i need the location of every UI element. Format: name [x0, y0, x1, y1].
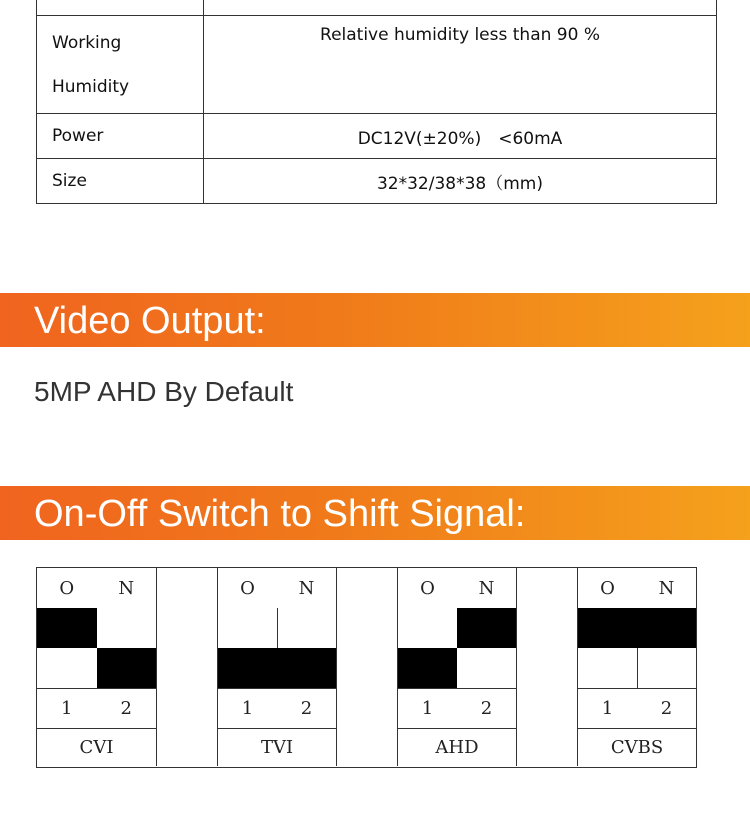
spec-row-temperature — [37, 0, 717, 16]
switch-1-block — [218, 608, 277, 648]
switch-2-block — [637, 648, 697, 688]
on-label-o: O — [240, 577, 255, 599]
switch-block-filled — [218, 648, 336, 688]
switch-number-row — [578, 688, 696, 729]
switch-2-block — [97, 608, 157, 648]
spec-row-size — [37, 159, 717, 204]
switch-number-2: 2 — [300, 697, 313, 719]
spec-label: Size — [37, 159, 204, 204]
switch-number-1: 1 — [61, 697, 73, 719]
switch-2-block — [277, 608, 337, 648]
on-label-row — [218, 568, 336, 609]
dip-unit-cvbs — [577, 568, 696, 766]
switch-1-block — [37, 648, 97, 688]
spec-value: DC12V(±20%) <60mA — [204, 114, 717, 159]
on-label-row — [398, 568, 516, 609]
on-label-n: N — [298, 577, 315, 599]
mode-name: CVBS — [610, 736, 664, 758]
spec-value: 32*32/38*38（mm) — [204, 159, 717, 204]
on-label-row — [578, 568, 696, 609]
switch-off-row — [37, 648, 156, 689]
switch-1-block — [578, 648, 637, 688]
switch-number-2: 2 — [120, 697, 132, 719]
switch-number-row — [37, 688, 156, 729]
dip-unit-ahd — [397, 568, 517, 766]
switch-number-2: 2 — [480, 697, 493, 719]
mode-name-row — [578, 728, 696, 766]
switch-number-1: 1 — [601, 697, 614, 719]
switch-on-row — [398, 608, 516, 649]
switch-number-row — [218, 688, 336, 729]
on-label-row — [37, 568, 156, 609]
switch-number-2: 2 — [660, 697, 673, 719]
mode-name: TVI — [260, 736, 294, 758]
dip-unit-cvi — [37, 568, 157, 766]
switch-1-block — [37, 608, 97, 648]
on-label-n: N — [118, 577, 135, 599]
video-output-text: 5MP AHD By Default — [34, 376, 294, 407]
video-output-banner: Video Output: — [0, 293, 750, 347]
mode-name-row — [37, 728, 156, 766]
switch-2-block — [457, 608, 516, 648]
spec-row-humidity — [37, 16, 717, 114]
on-label-o: O — [59, 577, 75, 599]
mode-name-row — [398, 728, 516, 766]
on-label-o: O — [420, 577, 435, 599]
dip-switch-panel — [36, 567, 697, 768]
switch-1-block — [398, 648, 457, 688]
switch-on-row — [37, 608, 156, 649]
spec-value — [204, 0, 717, 16]
switch-off-row — [578, 648, 696, 689]
switch-number-row — [398, 688, 516, 729]
switch-1-block — [398, 608, 457, 648]
switch-block-filled — [578, 608, 696, 648]
spec-value: Relative humidity less than 90 % — [204, 16, 717, 114]
switch-number-1: 1 — [241, 697, 254, 719]
spec-row-power — [37, 114, 717, 159]
switch-off-row — [218, 648, 336, 689]
spec-label: Working Humidity — [37, 16, 204, 114]
on-label-n: N — [478, 577, 495, 599]
dip-unit-tvi — [217, 568, 337, 766]
switch-on-row — [578, 608, 696, 649]
on-label-o: O — [600, 577, 615, 599]
spec-label — [37, 0, 204, 16]
spec-label: Power — [37, 114, 204, 159]
mode-name-row — [218, 728, 336, 766]
mode-name: AHD — [435, 736, 479, 758]
on-label-n: N — [658, 577, 675, 599]
switch-off-row — [398, 648, 516, 689]
mode-name: CVI — [79, 736, 114, 758]
switch-section-banner: On-Off Switch to Shift Signal: — [0, 486, 750, 540]
switch-on-row — [218, 608, 336, 649]
spec-table — [36, 0, 717, 204]
switch-number-1: 1 — [421, 697, 434, 719]
switch-2-block — [457, 648, 516, 688]
switch-2-block — [97, 648, 157, 688]
